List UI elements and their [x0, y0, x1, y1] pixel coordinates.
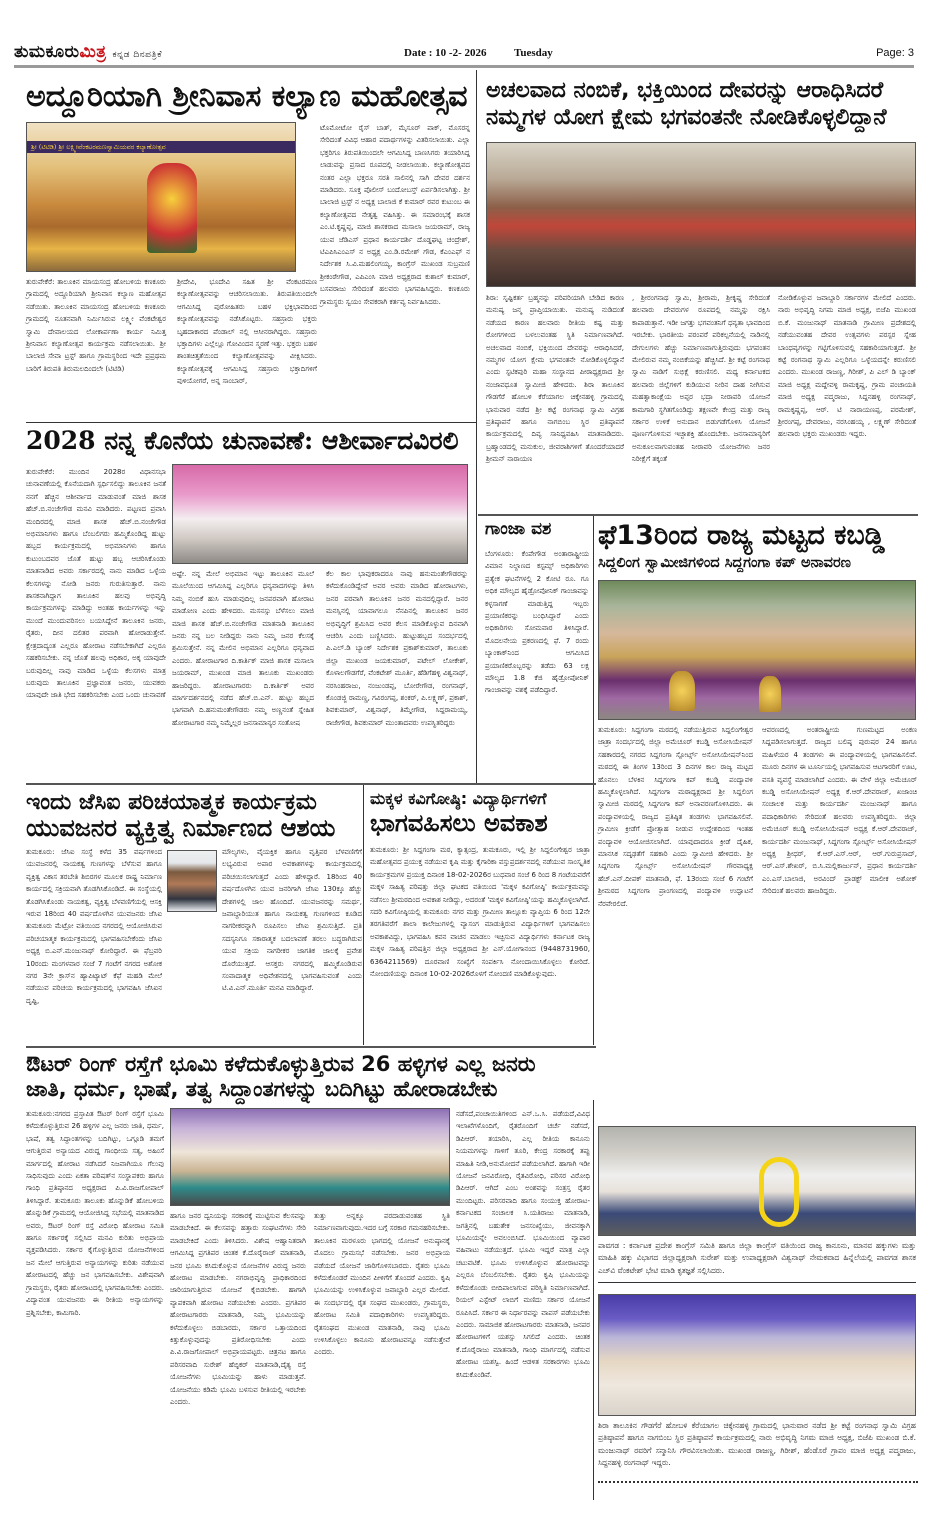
article-text: ಆವರಣದಲ್ಲಿ ಅಂತರಾಷ್ಟ್ರೀಯ ಗುಣಮಟ್ಟದ ಅಂಕಣ ಸಿದ್ದಪಡಿಸಲಾಗುತ್ತದೆ. ರಾಜ್ಯದ ಬಲಿಷ್ಠ ಪುರುಷರ 24 ಹಾಗೂ ಮಹಿಳೆಯರ 4 ತಂಡಗಳು ಈ ಪಂದ್ಯಾವಳಿಯಲ್ಲಿ ಭಾಗವಹಿಸಲಿವೆ. ಮೂರು ದಿನಗಳ ಈ ಟೂರ್ನಿಯಲ್ಲಿ ಭಾಗವಹಿಸುವ ಆಟಗಾರರಿಗೆ ಊಟ, ವಸತಿ ವ್ಯವಸ್ಥೆ ಮಾಡಲಾಗಿದೆ ಎಂದರು. ಈ ವೇಳೆ ಜಿಲ್ಲಾ ಅಮೆಚೂರ್ ಕಬಡ್ಡಿ ಅಸೋಸಿಯೇಷನ್ ಅಧ್ಯಕ್ಷ ಕೆ.ಆರ್.ದೇವರಾಜ್, ಖಜಾಂಚಿ ಸಂಚಾಲಕ ಮತ್ತು ಕಾರ್ಯದರ್ಶಿ ಮಂಜುನಾಥ್ ಹಾಗೂ ಪದಾಧಿಕಾರಿಗಳು ಸೇರಿದಂತೆ ಹಲವರು ಉಪಸ್ಥಿತರಿದ್ದರು. ಜಿಲ್ಲಾ ಅಮೆಚೂರ್ ಕಬಡ್ಡಿ ಅಸೋಸಿಯೇಷನ್ ಅಧ್ಯಕ್ಷ ಕೆ.ಆರ್.ದೇವರಾಜ್, ಕಾರ್ಯದರ್ಶಿ ಮಂಜುನಾಥ್, ಸಿದ್ದಗಂಗಾ ಸ್ಪೋರ್ಟ್ಸ್ ಅಸೋಸಿಯೇಷನ್ ಅಧ್ಯಕ್ಷ ಶ್ರೀಧರ್, ಕೆ.ಆರ್.ಎಸ್.ಆರ್, ಆರ್.ಗುರುಪ್ರಸಾದ್, ಆರ್.ಎಸ್.ಶೇಖರ್, ಬಿ.ಸಿ.ಮಲ್ಲಿಕಾರ್ಜುನ್, ಪ್ರಧಾನ ಕಾರ್ಯದರ್ಶಿ ಎಂ.ಎಸ್.ಬಾಲಾಜಿ, ಅರವಿಂದ್ ಪ್ರಾಡಕ್ಟ್ ಮಾಲೀಕ ಅಶೋಕ್ ಸೇರಿದಂತೆ ಹಲವರು ಹಾಜರಿದ್ದರು. [762, 726, 917, 896]
article-text: ಶಿರಾ: ಸೃಷ್ಟಿಕರ್ತ ಬ್ರಹ್ಮನನ್ನು ಪರಿಪರಿಯಾಗಿ ಬೇಡಿದ ಕಾರಣ ಮನುಷ್ಯ ಜನ್ಮ ಪ್ರಾಪ್ತಿಯಾಯಿತು. ಮನುಷ್ಯ ನುಡಿದಂತೆ ನಡೆಯದ ಕಾರಣ ಹಲವಾರು ರೀತಿಯ ಕಷ್ಟ ಮತ್ತು ರೋಗಗಳಿಂದ ಬಳಲುವಂತಹ ಸ್ಥಿತಿ ನಿರ್ಮಾಣವಾಗಿದೆ. ಅಚಲವಾದ ನಂಬಿಕೆ, ಭಕ್ತಿಯಿಂದ ದೇವರನ್ನು ಆರಾಧಿಸಿದರೆ, ನಮ್ಮಗಳ ಯೋಗ ಕ್ಷೇಮ ಭಗವಂತನೇ ನೋಡಿಕೊಳ್ಳಲಿದ್ದಾನೆ ಎಂದು ಸ್ಫಟಿಕಪುರಿ ಮಹಾ ಸಂಸ್ಥಾನದ ಪೀಠಾಧ್ಯಕ್ಷರಾದ ಶ್ರೀ ನಂಜಾವಧೂತ ಸ್ವಾಮೀಜಿ ಹೇಳಿದರು. ಶಿರಾ ತಾಲೂಕಿನ ಗೌಡಗೆರೆ ಹೋಬಳಿ ಕೆರೆಯಾಗಲ ಚಿಕ್ಕೇನಹಳ್ಳಿ ಗ್ರಾಮದಲ್ಲಿ ಭಾನುವಾರ ನಡೆದ ಶ್ರೀ ಕಟ್ಟೆ ರಂಗನಾಥ ಸ್ವಾಮಿ ವಿಗ್ರಹ ಪ್ರತಿಷ್ಠಾಪನೆ ಹಾಗೂ ನಾಗಬಿಂಬ ಸ್ಥಿರ ಪ್ರತಿಷ್ಠಾಪನೆ ಕಾರ್ಯಕ್ರಮದಲ್ಲಿ ದಿವ್ಯ ಸಾನಿಧ್ಯವಹಿಸಿ ಮಾತನಾಡಿದರು. ಬ್ರಹ್ಮಾಂಡದಲ್ಲಿ ಮನುಕುಲ, ಜೀವರಾಶಿಗಳಿಗೆ ತೊಂದರೆಯಾದರೆ ಶ್ರೀಮನ್ ನಾರಾಯಣ [486, 294, 624, 464]
headline-outer-ring-line1: ಔಟರ್ ರಿಂಗ್ ರಸ್ತೆಗೆ ಭೂಮಿ ಕಳೆದುಕೊಳ್ಳುತ್ತಿರುವ 26 ಹಳ್ಳಿಗಳ ಎಲ್ಲ ಜನರು [26, 1052, 536, 1076]
column-divider [363, 785, 364, 1045]
photo-birthday-event [172, 464, 468, 564]
headline-election: 2028 ನನ್ನ ಕೊನೆಯ ಚುನಾವಣೆ: ಆಶೀರ್ವಾದವಿರಲಿ [26, 426, 459, 455]
logo-accent: ಮಿತ್ರ [79, 42, 107, 62]
article-text: ನಡೆಸದೆ,ಪಂಚಾಯಿತಿಗಳಿಂದ ಎನ್.ಒ.ಸಿ. ಪಡೆಯದೆ,ವಿವಿಧ ಇಲಾಖೆಗಳೊಂದಿಗೆ, ರೈತರೊಂದಿಗೆ ಚರ್ಚೆ ನಡೆಸದೆ, ಡಿಪಿಆರ್. ತಯಾರಿಸಿ, ಎಲ್ಲ ರೀತಿಯ ಕಾನೂನು ನಿಯಮಗಳನ್ನು ಗಾಳಿಗೆ ತೂರಿ, ಕೇಂದ್ರ ಸರಕಾರಕ್ಕೆ ತಪ್ಪು ಮಾಹಿತಿ ನೀಡಿ,ಅನುಮೋದನೆ ಪಡೆಯಲಾಗಿದೆ. ಹಾಗಾಗಿ ಇಡೀ ಯೋಜನೆ ಜನವಿರೋಧಿ, ರೈತವಿರೋಧಿ, ಪರಿಸರ ವಿರೋಧಿ ಡಿಪಿಆರ್. ಆಗಿದೆ ಎಂಬ ಅಂಶವನ್ನು ಸಂತ್ರಸ್ತ ರೈತರ ಮುಂದಿಟ್ಟರು. ಪರಿಸರವಾದಿ ಹಾಗೂ ಸಂಯುಕ್ತ ಹೋರಾಟ-ಕರ್ನಾಟಕದ ಸಂಚಾಲಕ ಸಿ.ಯತಿರಾಜು ಮಾತನಾಡಿ, ಜಗತ್ತಿನಲ್ಲಿ ಬಹುತೇಕ ಜನಸಂಖ್ಯೆಯು, ಜೀವನಕ್ಕಾಗಿ ಭೂಮಿಯನ್ನೇ ಅವಲಂಬಿಸಿದೆ. ಭೂಮಿಯಿಂದ ವ್ಯಾಪಾರ ವಹಿವಾಟು ನಡೆಯುತ್ತದೆ. ಭೂಮಿ ಇದ್ದರೆ ಮಾತ್ರ ಎಲ್ಲಾ ಚಟುವಟಿಕೆ. ಭೂಮಿ ಉಳಿಸಿಕೊಳ್ಳುವ ಹೋರಾಟವನ್ನು ಎಲ್ಲರೂ ಬೆಂಬಲಿಸಬೇಕು. ರೈತರು ಕೃಷಿ ಭೂಮಿಯನ್ನು ಕಳೆದುಕೊಂಡು ಬೀದಿಪಾಲಾಗುವ ಪರಿಸ್ಥಿತಿ ನಿರ್ಮಾಣವಾಗಿದೆ. ರಿಯಲ್ ಎಸ್ಟೇಟ್ ಲಾಬಿಗೆ ಮಣಿದು ಸರ್ಕಾರ ಯೋಜನೆ ರೂಪಿಸಿದೆ. ಸರ್ಕಾರ ಈ ನಿರ್ಧಾರವನ್ನು ವಾಪಸ್ ಪಡೆಯಬೇಕು ಎಂದರು. ಸಾಮಾಜಿಕ ಹೋರಾಟಗಾರರು ಮಾತನಾಡಿ, ಜನಪರ ಹೋರಾಟಗಳಿಗೆ ಯಶಸ್ಸು ಸಿಗಲಿದೆ ಎಂದರು. ಚಿಂತಕ ಕೆ.ದೊರೈರಾಜು ಮಾತನಾಡಿ, ಗಾಂಧಿ ಮಾರ್ಗದಲ್ಲಿ ನಡೆಸುವ ಹೋರಾಟ ಯಶಸ್ವಿ. ಹಿಂದೆ ಆಡಳಿತ ಸರಕಾರಗಳು ಭೂಮಿ ಕಸಿದುಕೊಂಡಿವೆ. [456, 1110, 590, 1379]
photo-banner-text: ಶ್ರೀ (ಟಿಟಿಡಿ) ಶ್ರೀ ಲಕ್ಷ್ಮೀವೆಂಕಟರಮಣಸ್ವಾಮಿಯವರ ಕಲ್ಯಾಣೋತ್ಸವ [27, 141, 295, 153]
masthead-rule [14, 65, 914, 68]
article-text: ತುತ್ತು ಅನ್ನಕ್ಕೂ ಪರದಾಡುವಂತಹ ಸ್ಥಿತಿ ನಿರ್ಮಾಣವಾಗುವುದು.ಇದರ ಬಗ್ಗೆ ಸರಕಾರ ಗಮನಹರಿಸಬೇಕು. ತಾಲೂಕಿನ ಮರಳೂರು ಭಾಗದಲ್ಲಿ ಯೋಜನೆ ಅನುಷ್ಠಾನಕ್ಕೆ ಮೊದಲು ಗ್ರಾಮಸಭೆ ನಡೆಸಬೇಕು. ಜನರ ಅಭಿಪ್ರಾಯ ಪಡೆಯದೆ ಯೋಜನೆ ಜಾರಿಗೊಳಿಸಬಾರದು. ರೈತರು ಭೂಮಿ ಕಳೆದುಕೊಂಡರೆ ಮುಂದಿನ ಪೀಳಿಗೆಗೆ ತೊಂದರೆ ಎಂದರು. ಕೃಷಿ ಭೂಮಿಯನ್ನು ಉಳಿಸಿಕೊಳ್ಳುವ ಜವಾಬ್ದಾರಿ ಎಲ್ಲರ ಮೇಲಿದೆ. ಈ ಸಂದರ್ಭದಲ್ಲಿ ರೈತ ಸಂಘದ ಮುಖಂಡರು, ಗ್ರಾಮಸ್ಥರು, ಹೋರಾಟ ಸಮಿತಿ ಪದಾಧಿಕಾರಿಗಳು ಉಪಸ್ಥಿತರಿದ್ದರು. ರೈತಸಂಘದ ಮುಖಂಡ ಮಾತನಾಡಿ, ನಾವು ಭೂಮಿ ಉಳಿಸಿಕೊಳ್ಳಲು ಕಾನೂನು ಹೋರಾಟವನ್ನೂ ನಡೆಸುತ್ತೇವೆ ಎಂದರು. [314, 1212, 450, 1357]
article-text: ಶ್ರೀದೇವಿ, ಭೂದೇವಿ ಸಹಿತ ಶ್ರೀ ವೆಂಕಟರಮಣ ಕಲ್ಯಾಣೋತ್ಸವವನ್ನು ಆಚರಿಸಲಾಯಿತು. ತಿರುಪತಿಯಿಂದಲೇ ಆಗಮಿಸಿದ್ದ ಪುರೋಹಿತರು ಬಹಳ ಭಕ್ತಿಭಾವದಿಂದ ಕಲ್ಯಾಣೋತ್ಸವವನ್ನು ನಡೆಸಿಕೊಟ್ಟರು. ಸಹಸ್ರಾರು ಭಕ್ತರು ಬೃಹದಾಕಾರದ ಪೆಂಡಾಲ್ ನಲ್ಲಿ ಆಸೀನರಾಗಿದ್ದರು. ಸಹಸ್ರಾರು ಭಕ್ತಾದಿಗಳು ಎಲ್ಲೆಲ್ಲೂ ಗೋವಿಂದನ ಸ್ಮರಣೆ ಇತ್ತು. ಭಕ್ತರು ಬಹಳ ಶಾಂತಚಿತ್ತತೆಯಿಂದ ಕಲ್ಯಾಣೋತ್ಸವವನ್ನು ವೀಕ್ಷಿಸಿದರು. ಕಲ್ಯಾಣೋತ್ಸವಕ್ಕೆ ಆಗಮಿಸಿದ್ದ ಸಹಸ್ರಾರು ಭಕ್ತಾದಿಗಳಿಗೆ ಪುಳಿಯೋಗರೆ, ಅನ್ನ ಸಾಂಬಾರ್, [177, 278, 317, 386]
headline-outer-ring-line2: ಜಾತಿ, ಧರ್ಮ, ಭಾಷೆ, ತತ್ವ ಸಿದ್ದಾಂತಗಳನ್ನು ಬದಿಗಿಟ್ಟು ಹೋರಾಡಬೇಕು [26, 1077, 498, 1101]
headline-jci-line1: ಇಂದು ಜೆಸಿಐ ಪರಿಚಯಾತ್ಮಕ ಕಾರ್ಯಕ್ರಮ [26, 790, 317, 815]
article-text: ತುರುವೇಕೆರೆ: ತಾಲೂಕಿನ ಮಾಯಸಂದ್ರ ಹೋಬಳಿಯ ಕಣಕೂರು ಗ್ರಾಮದಲ್ಲಿ ಅದ್ದೂರಿಯಾಗಿ ಶ್ರೀನಿವಾಸ ಕಲ್ಯಾಣ ಮಹೋತ್ಸವ ನಡೆಯಿತು. ತಾಲೂಕಿನ ಮಾಯಸಂದ್ರ ಹೋಬಳಿಯ ಕಣಕೂರು ಗ್ರಾಮದಲ್ಲಿ ನೂತನವಾಗಿ ನಿರ್ಮಿಸಿರುವ ಲಕ್ಷ್ಮೀ ವೆಂಕಟೇಶ್ವರ ಸ್ವಾಮಿ ದೇವಾಲಯದ ಲೋಕಾರ್ಪಣಾ ಕಾರ್ಯ ನಿಮಿತ್ತ ಶ್ರೀನಿವಾಸ ಕಲ್ಯಾಣೋತ್ಸವ ಕಾರ್ಯಕ್ರಮ ನಡೆಸಲಾಯಿತು. ಶ್ರೀ ಬಾಲಾಜಿ ಸೇವಾ ಟ್ರಸ್ಟ್ ಹಾಗೂ ಗ್ರಾಮಸ್ಥರಿಂದ ಇದೇ ಪ್ರಪ್ರಥಮ ಬಾರಿಗೆ ತಿರುಪತಿ ತಿರುಮಲದಿಂದಲೇ (ಟಿಟಿಡಿ) [26, 278, 166, 373]
deity-figure [147, 163, 197, 253]
article-text: ಹಾಗೂ ಜನರ ದ್ವನಿಯನ್ನು ಸರಕಾರಕ್ಕೆ ಮುಟ್ಟಿಸುವ ಕೆಲಸವನ್ನು ಮಾಡಬೇಕಿದೆ. ಈ ಕೆಲಸವನ್ನು ಹತ್ತಾರು ಸಂಘಟನೆಗಳು ಸೇರಿ ಮಾಡಬೇಕಿದೆ ಎಂದು ತಿಳಿಸಿದರು. ವಿಶೇಷ ಆಹ್ವಾನಿತರಾಗಿ ಆಗಮಿಸಿದ್ದ ಪ್ರಗತಿಪರ ಚಿಂತಕ ಕೆ.ದೊರೈರಾಜ್ ಮಾತನಾಡಿ, ಜನರ ಭೂಮಿ ಕಸಿದುಕೊಳ್ಳುವ ಯೋಜನೆಗಳ ವಿರುದ್ಧ ಜನರು ಹೋರಾಟ ಮಾಡಬೇಕು. ನಗರಾಭಿವೃದ್ಧಿ ಪ್ರಾಧಿಕಾರದಿಂದ ಜಾರಿಯಾಗುತ್ತಿರುವ ಯೋಜನೆ ಕೈಬಿಡಬೇಕು. ಹಾಗಾಗಿ ವ್ಯಾಪಕವಾಗಿ ಹೋರಾಟ ನಡೆಯಬೇಕು ಎಂದರು. ಪ್ರಗತಿಪರ ಹೋರಾಟಗಾರರು ಮಾತನಾಡಿ, ನಿಮ್ಮ ಭೂಮಿಯನ್ನು ಕಳೆದುಕೊಳ್ಳಲು ಬಿಡಬಾರದು, ಸರ್ಕಾರ ಒತ್ತಾಯದಿಂದ ಕಿತ್ತುಕೊಳ್ಳುವುದನ್ನು ಪ್ರತಿರೋಧಿಸಬೇಕು ಎಂದು ಪಿ.ವಿ.ರಾಜಗೋಪಾಲ್ ಅಭಿಪ್ರಾಯಪಟ್ಟರು. ಚಿತ್ರನಟ ಹಾಗೂ ಪರಿಸರವಾದಿ ಸುರೇಶ್ ಹೆಬ್ಳಿಕರ್ ಮಾತನಾಡಿ,ದೈತ್ಯ ರಸ್ತೆ ಯೋಜನೆಗಳು ಭೂಮಿಯನ್ನು ಹಾಳು ಮಾಡುತ್ತವೆ. ಯೋಜನೆಯು ಕಡಿಮೆ ಭೂಮಿ ಬಳಸುವ ರೀತಿಯಲ್ಲಿ ಇರಬೇಕು ಎಂದರು. [170, 1212, 306, 1407]
headline-ganja: ಗಾಂಜಾ ವಶ [485, 519, 552, 539]
headline-faith-line2: ನಮ್ಮಗಳ ಯೋಗ ಕ್ಷೇಮ ಭಗವಂತನೇ ನೋಡಿಕೊಳ್ಳಲಿದ್ದಾನೆ [486, 105, 887, 130]
column-divider [476, 515, 477, 785]
issue-date: Date : 10 -2- 2026 [404, 47, 487, 59]
page-number: Page: 3 [876, 47, 914, 59]
section-divider [598, 1282, 916, 1283]
headline-kabaddi: ಫೆ13ರಿಂದ ರಾಜ್ಯ ಮಟ್ಟದ ಕಬಡ್ಡಿ [598, 520, 885, 551]
photo-kabaddi-cup [598, 580, 916, 720]
article-text: ಬೆಂಗಳೂರು: ಕೆಂಪೇಗೌಡ ಅಂತಾರಾಷ್ಟ್ರೀಯ ವಿಮಾನ ನಿಲ್ದಾಣದ ಕಸ್ಟಮ್ಸ್ ಅಧಿಕಾರಿಗಳು ಪ್ರತ್ಯೇಕ ಘಟನೆಗಳಲ್ಲಿ 2 ಕೋಟಿ ರೂ. ಗೂ ಅಧಿಕ ಮೌಲ್ಯದ ಹೈಡ್ರೋಪೋನಿಕ್ ಗಾಂಜಾವನ್ನು ಕಳ್ಳಸಾಗಣೆ ಮಾಡುತ್ತಿದ್ದ ಇಬ್ಬರು ಪ್ರಯಾಣಿಕರನ್ನು ಬಂಧಿಸಿದ್ದಾರೆ ಎಂದು ಅಧಿಕಾರಿಗಳು ಸೋಮವಾರ ತಿಳಿಸಿದ್ದಾರೆ. ಮೊದಲನೇಯ ಪ್ರಕರಣದಲ್ಲಿ ಫೆ. 7 ರಂದು ಬ್ಯಾಂಕಾಕ್‌ನಿಂದ ಆಗಮಿಸಿದ ಪ್ರಯಾಣಿಕರೊಬ್ಬರನ್ನು ತಡೆದು 63 ಲಕ್ಷ ಮೌಲ್ಯದ 1.8 ಕೆಜಿ ಹೈಡ್ರೋಪೋನಿಕ್ ಗಾಂಜಾವನ್ನು ವಶಕ್ಕೆ ಪಡೆದಿದ್ದಾರೆ. [485, 550, 589, 695]
article-text: ತುಮಕೂರು:ನಗರದ ಪ್ರಸ್ತಾಪಿತ ಔಟರ್ ರಿಂಗ್ ರಸ್ತೆಗೆ ಭೂಮಿ ಕಳೆದುಕೊಳ್ಳುತ್ತಿರುವ 26 ಹಳ್ಳಿಗಳ ಎಲ್ಲ ಜನರು ಜಾತಿ, ಧರ್ಮ, ಭಾಷೆ, ತತ್ವ ಸಿದ್ದಾಂತಗಳನ್ನು ಬದಿಗಿಟ್ಟು, ಒಗ್ಗೂಡಿ ತಮಗೆ ಆಗುತ್ತಿರುವ ಅನ್ಯಾಯದ ವಿರುದ್ದ ಗಾಂಧೀಯ ಸತ್ಯ, ಅಹಿಂಸೆ ಮಾರ್ಗದಲ್ಲಿ ಹೋರಾಟ ನಡೆಸಿದರೆ ನಿಜವಾಗಿಯೂ ಗೆಲುವು ಸಾಧಿಸುವುದು ಎಂದು ಏಕತಾ ಪರಿಷತ್‌ನ ಸಂಸ್ಥಾಪಕರು ಹಾಗೂ ಗಾಂಧಿ ಪ್ರತಿಷ್ಠಾನದ ಅಧ್ಯಕ್ಷರಾದ ಪಿ.ವಿ.ರಾಜಗೋಪಾಲ್ ತಿಳಿಸಿದ್ದಾರೆ. ತುಮಕೂರು ತಾಲೂಕು ಹೊನ್ನುಡಿಕೆ ಹೋಬಳಿಯ ಹೊನ್ನುಡಿಕೆ ಗ್ರಾಮದಲ್ಲಿ ಆಯೋಜಿಸಿದ್ದ ಸಭೆಯಲ್ಲಿ ಮಾತನಾಡಿದ ಅವರು, ಔಟರ್ ರಿಂಗ್ ರಸ್ತೆ ವಿರೋಧಿ ಹೋರಾಟ ಸಮಿತಿ ಹಾಗೂ ಸರ್ಕಾರಕ್ಕೆ ಸಲ್ಲಿಸಿದ ಮನವಿ ಕುರಿತು ಅಭಿಪ್ರಾಯ ವ್ಯಕ್ತಪಡಿಸಿದರು. ಸರ್ಕಾರ ಕೈಗೊಳ್ಳುತ್ತಿರುವ ಯೋಜನೆಗಳಿಂದ ಜನ ಮೇಲೆ ಆಗುತ್ತಿರುವ ಅನ್ಯಾಯಗಳನ್ನು ಕುರಿತು ನಡೆಯುವ ಹೋರಾಟದಲ್ಲಿ ಹೆಚ್ಚು ಜನ ಭಾಗವಹಿಸಬೇಕು. ವಿಶೇಷವಾಗಿ ಗ್ರಾಮಸ್ಥರು, ರೈತರು ಹೋರಾಟದಲ್ಲಿ ಭಾಗವಹಿಸಬೇಕು ಎಂದರು. ವಿದ್ಯಾವಂತ ಯುವಜನರು ಈ ರೀತಿಯ ಅನ್ಯಾಯಗಳನ್ನು ಪ್ರಶ್ನಿಸಬೇಕು, ಕಾಮಿಗಾರಿ. [26, 1110, 165, 1317]
article-text: ತುಮಕೂರು: ಜೆಸಿಐ ಸಂಸ್ಥೆ ಕಳೆದ 35 ವರ್ಷಗಳಿಂದ ಯುವಜನರಲ್ಲಿ ನಾಯಕತ್ವ ಗುಣಗಳನ್ನು ಬೆಳೆಸುವ ಹಾಗೂ ವ್ಯಕ್ತಿತ್ವ ವಿಕಾಸ ತರಬೇತಿ ಶಿಬಿರಗಳ ಮೂಲಕ ರಾಷ್ಟ್ರ ನಿರ್ಮಾಣ ಕಾರ್ಯದಲ್ಲಿ ಸಕ್ರಿಯವಾಗಿ ತೊಡಗಿಸಿಕೊಂಡಿದೆ. ಈ ಸಂಸ್ಥೆಯಲ್ಲಿ ತೊಡಗಿಸಿಕೊಂಡು ನಾಯಕತ್ವ, ವ್ಯಕ್ತಿತ್ವ ಬೆಳವಣಿಗೆಯಲ್ಲಿ ಆಸಕ್ತಿ ಇರುವ 18ರಿಂದ 40 ವರ್ಷದೊಳಗಿನ ಯುವಜನರು ಜೆಸಿಐ ತುಮಕೂರು ಮೆಟ್ರೋ ವತಿಯಿಂದ ನಗರದಲ್ಲಿ ಆಯೋಜಿಸಿರುವ ಪರಿಚಯಾತ್ಮಕ ಕಾರ್ಯಕ್ರಮದಲ್ಲಿ ಭಾಗವಹಿಸಬೇಕೆಂದು ಜೆಸಿಐ ಅಧ್ಯಕ್ಷ ಬಿ.ಎನ್.ಮಂಜುನಾಥ್ ಕೋರಿದ್ದಾರೆ. ಈ ಫೆಬ್ರವರಿ 10ರಂದು ಮಂಗಳವಾರ ಸಂಜೆ 7 ಗಂಟೆಗೆ ನಗರದ ಅಶೋಕ ನಗರ 3ನೇ ಕ್ರಾಸ್‌ನ ಹ್ಯಾಪಿಟ್ಯಾಟ್ ಕೆಫೆ ಮಹಡಿ ಮೇಲೆ ನಡೆಯುವ ಪರಿಚಯ ಕಾರ್ಯಕ್ರಮದಲ್ಲಿ ಭಾಗವಹಿಸಿ ಜೆಸಿಐನ ದೃಷ್ಟಿ, [26, 848, 162, 1005]
article-text: ಮೌಲ್ಯಗಳು, ವೈಯಕ್ತಿಕ ಹಾಗೂ ವೃತ್ತಿಪರ ಬೆಳವಣಿಗೆಗೆ ಲಭ್ಯವಿರುವ ಅಪಾರ ಅವಕಾಶಗಳನ್ನು ಕಾರ್ಯಕ್ರಮದಲ್ಲಿ ಪರಿಚಯಿಸಲಾಗುತ್ತದೆ ಎಂದು ಹೇಳಿದ್ದಾರೆ. 18ರಿಂದ 40 ವರ್ಷದೊಳಗಿನ ಯುವ ಜನರಿಗಾಗಿ ಜೆಸಿಐ 130ಕ್ಕೂ ಹೆಚ್ಚು ದೇಶಗಳಲ್ಲಿ ಜಾಲ ಹೊಂದಿದೆ. ಯುವಜನರನ್ನು ಸಮರ್ಥ, ಜವಾಬ್ದಾರಿಯುತ ಹಾಗೂ ನಾಯಕತ್ವ ಗುಣಗಳಿಂದ ಕೂಡಿದ ನಾಗರೀಕರನ್ನಾಗಿ ರೂಪಿಸಲು ಜೆಸಿಐ ಶ್ರಮಿಸುತ್ತಿದೆ. ಪ್ರತಿ ಸದಸ್ಯನಿಗೂ ಸಕಾರಾತ್ಮಕ ಬದಲಾವಣೆ ತರಲು ಬದ್ಧರಾಗಿರುವ ಯುವ ಸಕ್ರಿಯ ನಾಗರೀಕರ ಜಾಗತಿಕ ಜಾಲಕ್ಕೆ ಪ್ರವೇಶ ದೊರೆಯುತ್ತದೆ. ಆಸಕ್ತರು ನಗರದಲ್ಲಿ ಹಮ್ಮಿಕೊಂಡಿರುವ ಸಂವಾದಾತ್ಮಕ ಅಧಿವೇಶನದಲ್ಲಿ ಭಾಗವಹಿಸುವಂತೆ ಎಂದು ಟಿ.ವಿ.ಎನ್.ಮೂರ್ತಿ ಮನವಿ ಮಾಡಿದ್ದಾರೆ. [222, 848, 362, 993]
trophy-icon [759, 676, 781, 712]
photo-caption: ಪಾವಗಡ : ಕರ್ನಾಟಕ ಪ್ರದೇಶ ಕಾಂಗ್ರೆಸ್ ಸಮಿತಿ ಹಾಗೂ ಜಿಲ್ಲಾ ಕಾಂಗ್ರೆಸ್ ವತಿಯಿಂದ ರಾಜ್ಯ ಕಾನೂನು, ಮಾನವ ಹಕ್ಕುಗಳು ಮತ್ತು ಮಾಹಿತಿ ಹಕ್ಕು ವಿಭಾಗದ ಜಿಲ್ಲಾಧ್ಯಕ್ಷರಾಗಿ ಸುರೇಶ್ ಮತ್ತು ಉಪಾಧ್ಯಕ್ಷರಾಗಿ ವಿಶ್ವನಾಥ್ ನೇಮಕವಾದ ಹಿನ್ನೆಲೆಯಲ್ಲಿ ಪಾವಗಡ ಶಾಸಕ ಎಚ್‌ವಿ ವೆಂಕಟೇಶ್ ಭೇಟಿ ಮಾಡಿ ಕೃತಜ್ಞತೆ ಸಲ್ಲಿಸಿದರು. [598, 1241, 916, 1275]
article-text: ತುಮಕೂರು: ಶ್ರೀ ಸಿದ್ದಗಂಗಾ ಮಠ, ಕ್ಯಾತ್ಸಂದ್ರ, ತುಮಕೂರು, ಇಲ್ಲಿ ಶ್ರೀ ಸಿದ್ದಲಿಂಗೇಶ್ವರ ಜಾತ್ರಾ ಮಹೋತ್ಸವದ ಪ್ರಯುಕ್ತ ನಡೆಯುವ ಕೃಷಿ ಮತ್ತು ಕೈಗಾರಿಕಾ ವಸ್ತುಪ್ರದರ್ಶನದಲ್ಲಿ ನಡೆಯುವ ಸಾಂಸ್ಕೃತಿಕ ಕಾರ್ಯಕ್ರಮಗಳ ಪ್ರಯುಕ್ತ ದಿನಾಂಕ 18-02-2026ರ ಬುಧವಾರ ಸಂಜೆ 6 ರಿಂದ 8 ಗಂಟೆಯವರೆಗೆ ಮಕ್ಕಳ ಸಾಹಿತ್ಯ ಪರಿಷತ್ತು ಜಿಲ್ಲಾ ಘಟಕದ ವತಿಯಿಂದ 'ಮಕ್ಕಳ ಕವಿಗೋಷ್ಠಿ' ಕಾರ್ಯಕ್ರಮವನ್ನು ನಡೆಸಲು ಶ್ರೀಮಠದಿಂದ ಅವಕಾಶ ನೀಡಿದ್ದು, ಅದರಂತೆ 'ಮಕ್ಕಳ ಕವಿಗೋಷ್ಠಿ'ಯನ್ನು ಹಮ್ಮಿಕೊಳ್ಳಲಾಗಿದೆ. ಸದರಿ ಕವಿಗೋಷ್ಠಿಯಲ್ಲಿ ತುಮಕೂರು ನಗರ ಮತ್ತು ಗ್ರಾಮೀಣ ತಾಲ್ಲೂಕು ವ್ಯಾಪ್ತಿಯ 6 ರಿಂದ 12ನೇ ತರಗತಿವರೆಗೆ ಶಾಲಾ ಕಾಲೇಜುಗಳಲ್ಲಿ ವ್ಯಾಸಂಗ ಮಾಡುತ್ತಿರುವ ವಿದ್ಯಾರ್ಥಿಗಳಿಗೆ ಭಾಗವಹಿಸಲು ಅವಕಾಶವಿದ್ದು, ಭಾಗವಹಿಸಿ ಕವನ ವಾಚನ ಮಾಡಲು ಇಚ್ಛಿಸುವ ವಿದ್ಯಾರ್ಥಿಗಳು ಕರ್ನಾಟಕ ರಾಜ್ಯ ಮಕ್ಕಳ ಸಾಹಿತ್ಯ ಪರಿಷತ್ತಿನ ಜಿಲ್ಲಾ ಅಧ್ಯಕ್ಷರಾದ ಶ್ರೀ ಎಸ್.ಯೋಗಾನಂದ (9448731960, 6364211569) ದೂರವಾಣಿ ಸಂಖ್ಯೆಗೆ ಸಂಪರ್ಕಿಸಿ ನೋಂದಾಯಿಸಿಕೊಳ್ಳಲು ಕೋರಿದೆ. ನೋಂದಣಿಯನ್ನು ದಿನಾಂಕ 10-02-2026ರೊಳಗೆ ನೋಂದಣಿ ಮಾಡಿಕೊಳ್ಳುವುದು. [370, 846, 590, 979]
photo-kalyanotsava [26, 122, 296, 272]
subhead-kabaddi: ಸಿದ್ದಲಿಂಗ ಸ್ವಾಮೀಜಿಗಳಿಂದ ಸಿದ್ದಗಂಗಾ ಕಪ್ ಅನಾವರಣ [598, 555, 851, 571]
article-text: ತುರುವೇಕೆರೆ: ಮುಂದಿನ 2028ರ ವಿಧಾನಸಭಾ ಚುನಾವಣೆಯಲ್ಲಿ ಕೊನೆಯದಾಗಿ ಸ್ಪರ್ಧಿಸಲಿದ್ದು ತಾಲೂಕಿನ ಜನತೆ ನನಗೆ ಹೆಚ್ಚಿನ ಆಶೀರ್ವಾದ ಮಾಡುವಂತೆ ಮಾಜಿ ಶಾಸಕ ಹೆಚ್.ಬಿ.ನಂಜೇಗೌಡ ಮನವಿ ಮಾಡಿದರು. ಪಟ್ಟಣದ ಪ್ರವಾಸಿ ಮಂದಿರದಲ್ಲಿ ಮಾಜಿ ಶಾಸಕ ಹೆಚ್.ಬಿ.ನಂಜೇಗೌಡ ಅಭಿಮಾನಿಗಳು ಹಾಗೂ ಬೆಂಬಲಿಗರು ಹಮ್ಮಿಕೊಂಡಿದ್ದ ಹುಟ್ಟು ಹಬ್ಬದ ಕಾರ್ಯಕ್ರಮದಲ್ಲಿ ಅಭಿಮಾನಿಗಳು ಹಾಗೂ ಕುಟುಂಬದವರ ಜೊತೆ ಹುಟ್ಟು ಹಬ್ಬ ಆಚರಿಸಿಕೊಂಡು ಮಾತನಾಡಿದ ಅವರು ಸರ್ಕಾರದಲ್ಲಿ ನಾನು ಮಾಡಿದ ಒಳ್ಳೆಯ ಕೆಲಸಗಳನ್ನು ನೋಡಿ ಜನರು ಗುರುತಿಸುತ್ತಾರೆ. ನಾನು ಶಾಸಕನಾಗಿದ್ದಾಗ ತಾಲೂಕಿನ ಹಲವು ಅಭಿವೃದ್ಧಿ ಕಾರ್ಯಕ್ರಮಗಳನ್ನು ಮಾಡಿದ್ದು ಅಂತಹ ಕಾರ್ಯಗಳನ್ನು ಇನ್ನು ಮುಂದೆ ಮುಂದುವರಿಸಲು ಬಯಸಿದ್ದೇನೆ ತಾಲೂಕಿನ ಜನರು, ರೈತರು, ದೀನ ದಲಿತರ ಪರವಾಗಿ ಹೋರಾಡುತ್ತೇನೆ. ಕ್ಷೇತ್ರದಾದ್ಯಂತ ಎಲ್ಲರೂ ಹೋರಾಟ ನಡೆಸಬೇಕಾಗಿದೆ ಎಲ್ಲರೂ ಸಹಕರಿಸಬೇಕು. ನನ್ನ ಜೊತೆ ಹಲವು ಅಧಿಕಾರ, ಅಕ್ಕ ಯಾವುದೇ ಬರುವುದಿಲ್ಲ ನಾವು ಮಾಡಿದ ಒಳ್ಳೆಯ ಕೆಲಸಗಳು ಮಾತ್ರ ಬರುವುದು ತಾಲೂಕಿನ ಪ್ರಜ್ಞಾವಂತ ಜನರು, ಯುವಕರು ಯಾವುದೇ ಜಾತಿ ಭೇದ ಸಹಕರಿಸಬೇಕು ಎಂದ ಒಂದು ಚುನಾವಣೆ [26, 468, 166, 700]
headline-poets-line2: ಭಾಗವಹಿಸಲು ಅವಕಾಶ [370, 809, 548, 837]
section-divider [478, 514, 918, 516]
headline-srinivasa: ಅದ್ದೂರಿಯಾಗಿ ಶ್ರೀನಿವಾಸ ಕಲ್ಯಾಣ ಮಹೋತ್ಸವ [26, 79, 468, 114]
article-text: ಕೆಲ ಕಾಲ ಭಾವುಕರಾದರೂ ನಾವು ಹನುಮಂತೇಗೌಡರನ್ನು ಕಳೆದುಕೊಂಡಿದ್ದೇವೆ ಅವರ ಅವರು ಮಾಡಿದ ಹೋರಾಟಗಳು, ಜನರ ಪರವಾಗಿ ತಾಲೂಕಿನ ಜನರ ಮನದಲ್ಲಿದ್ದಾರೆ. ಜನರ ಮನಸ್ಸಿನಲ್ಲಿ ಯಾವಾಗಲೂ ನೆನಪಿನಲ್ಲಿ ತಾಲೂಕಿನ ಜನರ ಅಭಿವೃದ್ಧಿಗೆ ಶ್ರಮಿಸಿದ ಅವರ ಕೆಲಸ ಮಾಡಿಕೊಳ್ಳುವ ದಿನವಾಗಿ ಆಚರಿಸಿ ಎಂದು ಬಣ್ಣಿಸಿದರು. ಹುಟ್ಟುಹಬ್ಬದ ಸಂದರ್ಭದಲ್ಲಿ ಪಿ.ಎಲ್.ಡಿ ಬ್ಯಾಂಕ್ ನಿರ್ದೇಶಕ ಪ್ರಕಾಶ್‌ಕುಮಾರ್, ತಾಲೂಕು ಜಿಲ್ಲಾ ಮುಖಂಡ ಜಯಕುಮಾರ್, ಪಟೇಲ್ ಲೋಕೇಶ್, ಕೊಳಾಲಗೌಡಗೆರೆ, ವೆಂಕಟೇಶ್ ಮೂರ್ತಿ, ಹೆಡಿಗೆಹಳ್ಳಿ ವಿಶ್ವನಾಥ್, ನರಸಿಂಹರಾಜು, ನಂಜುಂಡಪ್ಪ, ಬೋರೇಗೌಡ, ರಂಗನಾಥ್, ಕೊಂಡಜ್ಜಿ ರಾಮಣ್ಣ, ಗವಿರಂಗಪ್ಪ, ಶಂಕರ್, ಪಿ.ಲಕ್ಷ್ಮಣ್, ಪ್ರಕಾಶ್, ಶಿವಕುಮಾರ್, ವಿಶ್ವನಾಥ್, ತಿಮ್ಮೇಗೌಡ, ಸಿದ್ದರಾಮಯ್ಯ, ರಾಜೇಗೌಡ, ಶಿವಕುಮಾರ್ ಮುಂತಾದವರು ಉಪಸ್ಥಿತರಿದ್ದರು [326, 570, 468, 727]
photo-outer-ring-meeting [170, 1108, 450, 1206]
headline-jci-line2: ಯುವಜನರ ವ್ಯಕ್ತಿತ್ವ ನಿರ್ಮಾಣದ ಆಶಯ [26, 814, 336, 842]
trophy-icon [669, 671, 695, 711]
article-text: ಟೊಮೋಟೋ ರೈಸ್ ಬಾತ್, ಮೈಸೂರ್ ಪಾಕ್, ಮೊಸರನ್ನ ಸೇರಿದಂತೆ ವಿವಿಧ ಆಹಾರ ಪದಾರ್ಥಗಳನ್ನು ವಿತರಿಸಲಾಯಿತು. ಎಲ್ಲಾ ಭಕ್ತರಿಗೂ ತಿರುಪತಿಯಿಂದಲೇ ಆಗಮಿಸಿದ್ದ ಬಾಣಸಿಗರು ತಯಾರಿಸಿದ್ದ ಲಾಡುವನ್ನು ಪ್ರಸಾದ ರೂಪದಲ್ಲಿ ನೀಡಲಾಯಿತು. ಕಲ್ಯಾಣೋತ್ಸವದ ನಂತರ ಎಲ್ಲಾ ಭಕ್ತರೂ ಸರತಿ ಸಾಲಿನಲ್ಲಿ ಸಾಗಿ ದೇವರ ದರ್ಶನ ಮಾಡಿದರು. ಸೂಕ್ತ ಪೊಲೀಸ್ ಬಂದೋಬಸ್ತ್ ಏರ್ಪಡಿಸಲಾಗಿತ್ತು. ಶ್ರೀ ಬಾಲಾಜಿ ಟ್ರಸ್ಟ್ ನ ಅಧ್ಯಕ್ಷ ಬಾಲಾಜಿ ಕೆ ಕುಮಾರ್ ರವರ ಕುಟುಂಬ ಈ ಕಲ್ಯಾಣೋತ್ಸವದ ನೇತೃತ್ವ ವಹಿಸಿತ್ತು. ಈ ಸಮಾರಂಭಕ್ಕೆ ಶಾಸಕ ಎಂ.ಟಿ.ಕೃಷ್ಣಪ್ಪ, ಮಾಜಿ ಶಾಸಕರಾದ ಮಸಾಲಾ ಜಯರಾಮ್, ರಾಜ್ಯ ಯುವ ಜೆಡಿಎಸ್ ಪ್ರಧಾನ ಕಾರ್ಯದರ್ಶಿ ದೊಡ್ಡಘಟ್ಟ ಚಂದ್ರೇಶ್, ಟಿಎಪಿಸಿಎಂಎಸ್ ನ ಅಧ್ಯಕ್ಷ ಎಂ.ಡಿ.ರಮೇಶ್ ಗೌಡ, ಕೆಎಂಎಫ್ ನ ನಿರ್ದೇಶಕ ಸಿ.ವಿ.ಮಹಲಿಂಗಯ್ಯ, ಕಾಂಗ್ರೆಸ್ ಮುಖಂಡ ಸುಬ್ರಮಣಿ ಶ್ರೀಕಂಠೇಗೌಡ, ಎಪಿಎಂಸಿ ಮಾಜಿ ಅಧ್ಯಕ್ಷರಾದ ಕುಶಾಲ್ ಕುಮಾರ್, ಬಸವರಾಜು ಸೇರಿದಂತೆ ಹಲವರು ಭಾಗವಹಿಸಿದ್ದರು. ಕಣಕೂರು ಗ್ರಾಮಸ್ಥರು ಸ್ವಯಂ ಸೇವಕರಾಗಿ ಕರ್ತವ್ಯ ನಿರ್ವಹಿಸಿದರು. [320, 124, 470, 306]
section-divider [26, 422, 476, 423]
issue-day: Tuesday [514, 47, 553, 59]
photo-speaker-portrait [167, 850, 217, 912]
logo-main: ತುಮಕೂರು [14, 42, 80, 62]
section-divider [26, 1046, 596, 1048]
logo-subtitle: ಕನ್ನಡ ದಿನಪತ್ರಿಕೆ [112, 50, 162, 60]
photo-caption: ಶಿರಾ ತಾಲೂಕಿನ ಗೌಡಗೆರೆ ಹೋಬಳಿ ಕೆರೆಯಾಗಲ ಚಿಕ್ಕೇನಹಳ್ಳಿ ಗ್ರಾಮದಲ್ಲಿ ಭಾನುವಾರ ನಡೆದ ಶ್ರೀ ಕಟ್ಟೆ ರಂಗನಾಥ ಸ್ವಾಮಿ ವಿಗ್ರಹ ಪ್ರತಿಷ್ಠಾಪನೆ ಹಾಗೂ ನಾಗಬಿಂಬ ಸ್ಥಿರ ಪ್ರತಿಷ್ಠಾಪನೆ ಕಾರ್ಯಕ್ರಮದಲ್ಲಿ ನಾರು ಅಭಿವೃದ್ಧಿ ನಿಗಮ ಮಾಜಿ ಅಧ್ಯಕ್ಷ, ಬಿಜೆಪಿ ಮುಖಂಡ ಬಿ.ಕೆ. ಮಂಜುನಾಥ್ ರವರಿಗೆ ಸನ್ಮಾನಿಸಿ ಗೌರವಿಸಲಾಯಿತು. ಮುಖಂಡ ರಾಜಣ್ಣ, ಗಿರೀಶ್, ಹೆಂಡೊರೆ ಗ್ರಾಪಂ ಮಾಜಿ ಅಧ್ಯಕ್ಷ ಪದ್ಮರಾಜು, ಸಿದ್ದನಹಳ್ಳಿ ರಂಗನಾಥ್ ಇದ್ದರು. [598, 1421, 916, 1468]
masthead [14, 42, 914, 64]
article-text: ತುಮಕೂರು: ಸಿದ್ದಗಂಗಾ ಮಠದಲ್ಲಿ ನಡೆಯುತ್ತಿರುವ ಸಿದ್ದಲಿಂಗೇಶ್ವರ ಜಾತ್ರಾ ಸಂದರ್ಭದಲ್ಲಿ ಜಿಲ್ಲಾ ಅಮೆಚೂರ್ ಕಬಡ್ಡಿ ಅಸೋಸಿಯೇಷನ್ ಸಹಕಾರದಲ್ಲಿ ನಗರದ ಸಿದ್ದಗಂಗಾ ಸ್ಪೋರ್ಟ್ಸ್ ಅಸೋಸಿಯೇಷನ್‌ನಿಂದ ಮಠದಲ್ಲಿ ಈ ತಿಂಗಳ 13ರಿಂದ 3 ದಿನಗಳ ಕಾಲ ರಾಜ್ಯ ಮಟ್ಟದ ಹೊನಲು ಬೆಳಕಿನ ಸಿದ್ದಗಂಗಾ ಕಪ್ ಕಬಡ್ಡಿ ಪಂದ್ಯಾವಳಿ ಹಮ್ಮಿಕೊಳ್ಳಲಾಗಿದೆ. ಸಿದ್ದಗಂಗಾ ಮಠಾಧ್ಯಕ್ಷರಾದ ಶ್ರೀ ಸಿದ್ದಲಿಂಗ ಸ್ವಾಮೀಜಿ ಮಠದಲ್ಲಿ ಸಿದ್ದಗಂಗಾ ಕಪ್ ಅನಾವರಣಗೊಳಿಸಿದರು. ಈ ಪಂದ್ಯಾವಳಿಯಲ್ಲಿ ರಾಜ್ಯದ ಪ್ರತಿಷ್ಠಿತ ತಂಡಗಳು ಭಾಗವಹಿಸಲಿವೆ. ಗ್ರಾಮೀಣ ಕ್ರೀಡೆಗೆ ಪ್ರೋತ್ಸಾಹ ನೀಡುವ ಉದ್ದೇಶದಿಂದ ಇಂತಹ ಪಂದ್ಯಾವಳಿ ಆಯೋಜಿಸಲಾಗಿದೆ. ಯಾವುದಾದರೂ ಕ್ರೀಡೆ ದೈಹಿಕ, ಮಾನಸಿಕ ಸದೃಢತೆಗೆ ಸಹಕಾರಿ ಎಂದು ಸ್ವಾಮೀಜಿ ಹೇಳಿದರು. ಶ್ರೀ ಸಿದ್ದಗಂಗಾ ಸ್ಪೋರ್ಟ್ಸ್ ಅಸೋಸಿಯೇಷನ್ ಗೌರವಾಧ್ಯಕ್ಷ ಹೆಚ್.ಎನ್.ದೀಪಕ್ ಮಾತನಾಡಿ, ಫೆ. 13ರಂದು ಸಂಜೆ 6 ಗಂಟೆಗೆ ಶ್ರೀಮಠದ ಸಿದ್ದಗಂಗಾ ಪ್ರಾಂಗಣದಲ್ಲಿ ಪಂದ್ಯಾವಳಿ ಉದ್ಘಾಟನೆ ನೆರವೇರಲಿದೆ. [598, 726, 753, 908]
article-text: , ಶ್ರೀರಂಗನಾಥ ಸ್ವಾಮಿ, ಶ್ರೀರಾಮ, ಶ್ರೀಕೃಷ್ಣ ಸೇರಿದಂತೆ ಹಲವಾರು ದೇವರುಗಳ ರೂಪದಲ್ಲಿ ನಮ್ಮನ್ನು ರಕ್ಷಿಸಿ ಕಾಪಾಡುತ್ತಾನೆ. ಇಡೀ ಜಗತ್ತು ಭಗವಂತನಿಗೆ ಧನ್ಯತಾ ಭಾವದಿಂದ ಇರಬೇಕು. ಭಾರತೀಯ ಪರಂಪರೆ ಪರಿಕಲ್ಪನೆಯಲ್ಲಿ ನಾಡಿನಲ್ಲಿ ದೇಗುಲಗಳು ಹೆಚ್ಚು ನಿರ್ಮಾಣವಾಗುತ್ತಿರುವುದು ಭಗವಂತನ ಮೇಲಿರುವ ನಮ್ಮ ನಂಬಿಕೆಯನ್ನು ಹೆಚ್ಚಿಸಿದೆ. ಶ್ರೀ ಕಟ್ಟೆ ರಂಗನಾಥ ಸ್ವಾಮಿ ನಾಡಿಗೆ ಸುಭಿಕ್ಷೆ ಕರುಣಿಸಲಿ. ಮಧ್ಯ ಕರ್ನಾಟಕದ ಹಲವಾರು ಜಿಲ್ಲೆಗಳಿಗೆ ಕುಡಿಯುವ ನೀರಿನ ದಾಹ ನೀಗಿಸುವ ಮಹತ್ವಾಕಾಂಕ್ಷೆಯ ಅಪ್ಪರ ಭದ್ರಾ ನೀರಾವರಿ ಯೋಜನೆ ಕಾಮಗಾರಿ ಸ್ಥಗಿತಗೊಂಡಿದ್ದು ತಕ್ಷಣವೇ ಕೇಂದ್ರ ಮತ್ತು ರಾಜ್ಯ ಸರ್ಕಾರ ಉಳಿಕೆ ಅನುದಾನ ಬಿಡುಗಡೆಗೊಳಿಸಿ ಯೋಜನೆ ಪೂರ್ಣಗೊಳಿಸುವ ಇಚ್ಛಾಶಕ್ತಿ ಹೊಂದಬೇಕು. ಜನಸಾಮಾನ್ಯರಿಗೆ ಅನುಕೂಲವಾಗುವಂತಹ ನೀರಾವರಿ ಯೋಜನೆಗಳು ಜನರ ನಿರೀಕ್ಷೆಗೆ ತಕ್ಕಂತೆ [632, 294, 770, 464]
column-divider [476, 70, 477, 515]
newspaper-logo [14, 42, 162, 62]
section-divider [26, 783, 596, 785]
article-text: ನೋಡಿಕೊಳ್ಳುವ ಜವಾಬ್ದಾರಿ ಸರ್ಕಾರಗಳ ಮೇಲಿದೆ ಎಂದರು. ನಾರು ಅಭಿವೃದ್ಧಿ ನಿಗಮ ಮಾಜಿ ಅಧ್ಯಕ್ಷ, ಬಿಜೆಪಿ ಮುಖಂಡ ಬಿ.ಕೆ. ಮಂಜುನಾಥ್ ಮಾತನಾಡಿ ಗ್ರಾಮೀಣ ಪ್ರದೇಶದಲ್ಲಿ ನಡೆಯುವಂತಹ ದೇವರ ಉತ್ಸವಗಳು ಪರಸ್ಪರ ಸ್ನೇಹ ಬಾಂಧವ್ಯಗಳನ್ನು ಗಟ್ಟಿಗೊಳಿಸುವಲ್ಲಿ ಸಹಕಾರಿಯಾಗುತ್ತದೆ. ಶ್ರೀ ಕಟ್ಟೆ ರಂಗನಾಥ ಸ್ವಾಮಿ ಎಲ್ಲರಿಗೂ ಒಳ್ಳೆಯದನ್ನೇ ಕರುಣಿಸಲಿ ಎಂದರು. ಮುಖಂಡ ರಾಜಣ್ಣ, ಗಿರೀಶ್, ಪಿ ಎಲ್ ಡಿ ಬ್ಯಾಂಕ್ ಮಾಜಿ ಅಧ್ಯಕ್ಷ ಮದ್ದೇವಳ್ಳಿ ರಾಮಕೃಷ್ಣ, ಗ್ರಾಮ ಪಂಚಾಯತಿ ಮಾಜಿ ಅಧ್ಯಕ್ಷ ಪದ್ಮರಾಜು, ಸಿದ್ದನಹಳ್ಳಿ ರಂಗನಾಥ್, ರಾಮಕೃಷ್ಣಪ್ಪ, ಆರ್. ಟಿ ನಾರಾಯಣಪ್ಪ, ಪರಮೇಶ್, ಶ್ರೀರಂಗಪ್ಪ, ದೇವರಾಜು, ನರಸಿಂಹಯ್ಯ , ಲಕ್ಷ್ಮಣ್ ಸೇರಿದಂತೆ ಹಲವಾರು ಭಕ್ತರು ಮುಖಂಡರು ಇದ್ದರು. [778, 294, 916, 439]
article-text: ಅಷ್ಟೇ. ನನ್ನ ಮೇಲೆ ಅಭಿಮಾನ ಇಟ್ಟು ತಾಲೂಕಿನ ಮೂಲೆ ಮೂಲೆಯಿಂದ ಆಗಮಿಸಿದ್ದ ಎಲ್ಲರಿಗೂ ಧನ್ಯವಾದಗಳನ್ನು ತಿಳಿಸಿ ನಿಮ್ಮ ನಂಬಿಕೆ ಹುಸಿ ಮಾಡುವುದಿಲ್ಲ ಜನಪರವಾಗಿ ಹೋರಾಟ ಮಾಡೋಣ ಎಂದು ಹೇಳಿದರು. ಮಸನಸ್ಸು ಬೆಳೆಸಲು ಮಾಜಿ ಮಾಜಿ ಶಾಸಕ ಹೆಚ್.ಬಿ.ನಂಜೇಗೌಡ ಮಾತನಾಡಿ ತಾಲೂಕಿನ ಜನರು ನನ್ನ ಬಲ ನೀಡಿದ್ದರು ನಾನು ನಿಮ್ಮ ಜನರ ಕೆಲಸಕ್ಕೆ ಶ್ರಮಿಸುತ್ತೇನೆ. ನನ್ನ ಮೇಲಿನ ಅಭಿಮಾನ ಎಲ್ಲರಿಗೂ ಧನ್ಯವಾದ ಎಂದರು. ಹೋರಾಟಗಾರ ದಿ.ಕಾರ್ತಿಕ್ ಮಾಜಿ ಶಾಸಕ ಮಸಾಲಾ ಜಯರಾಮ್, ಮುಖಂಡ ಮಾಜಿ ತಾಲೂಕು ಮುಖಂಡರು ಹಾಜರಿದ್ದರು. ಹೋರಾಟಗಾರರು ದಿ.ಕಾರ್ತಿಕ್ ಅವರ ಮಾರ್ಗದರ್ಶನದಲ್ಲಿ ನಡೆದ ಹೆಚ್.ಬಿ.ಎನ್. ಹುಟ್ಟು ಹಬ್ಬದ ಭಾಗವಾಗಿ ದಿ.ಹನುಮಂತೇಗೌಡರು ನಮ್ಮ ಅಣ್ಣನಂತೆ ಸ್ನೇಹಿತ ಹೋರಾಟಗಾರ ನಮ್ಮ ನಿಮ್ಮೆಲ್ಲರ ಜನಸಾಮಾನ್ಯರ ಸಂತೋಷ [172, 570, 314, 727]
garland-shape [759, 1157, 799, 1227]
photo-pavagada-felicitation [598, 1126, 916, 1236]
column-divider [593, 1100, 594, 1500]
column-divider [593, 515, 594, 1045]
dotted-divider [598, 1481, 918, 1483]
photo-devotees [486, 142, 916, 287]
headline-poets-line1: ಮಕ್ಕಳ ಕವಿಗೋಷ್ಠಿ: ವಿದ್ಯಾರ್ಥಿಗಳಿಗೆ [370, 789, 547, 808]
photo-sira-felicitation [598, 1294, 916, 1416]
headline-faith-line1: ಅಚಲವಾದ ನಂಬಿಕೆ, ಭಕ್ತಿಯಿಂದ ದೇವರನ್ನು ಆರಾಧಿಸಿದರೆ [486, 78, 884, 103]
